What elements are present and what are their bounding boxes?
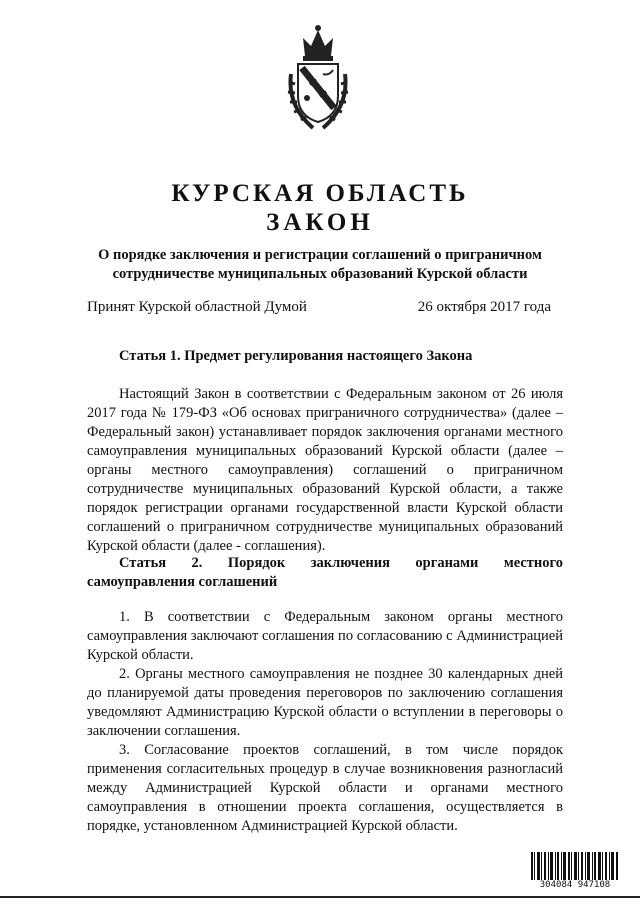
article-1-paragraph-1: Настоящий Закон в соответствии с Федеральным законом от 26 июля 2017 года № 179-ФЗ «Об основах приграничного сотрудничества» (далее – Федеральный закон) устанавливает порядок заключения органами местного самоуправления муниципальных образований Курской области (далее – органы местного самоуправления) соглашений о приграничном сотрудничестве муниципальных образований Курской области, а также порядок регистрации органами государственной власти Курской области соглашений о приграничном сотрудничестве муниципальных образований Курской области (далее - соглашения). (87, 386, 563, 554)
page-bottom-edge (0, 896, 640, 898)
article-2-paragraph-1: 1. В соответствии с Федеральным законом органы местного самоуправления заключают соглашения по согласованию с Администрацией Курской области. (87, 609, 563, 663)
document-type-title: ЗАКОН (266, 209, 374, 236)
article-2-paragraph-2: 2. Органы местного самоуправления не позднее 30 календарных дней до планируемой даты проведения переговоров по заключению соглашения уведомляют Администрацию Курской области о вступлении в переговоры о заключении соглашения. (87, 666, 563, 739)
region-title: КУРСКАЯ ОБЛАСТЬ (171, 180, 469, 207)
article-2-heading: Статья 2. Порядок заключения органами местного самоуправления соглашений (87, 555, 563, 590)
law-subtitle: О порядке заключения и регистрации соглашений о приграничном сотрудничестве муниципальных образований Курской области (98, 247, 542, 282)
article-2-paragraph-3: 3. Согласование проектов соглашений, в том числе порядок применения согласительных процедур в случае возникновения разногласий между Администрацией Курской области и органами местного самоуправления в отношении проекта соглашения, осуществляется в порядке, установленном Администрацией Курской области. (87, 742, 563, 834)
adopted-date: 26 октября 2017 года (417, 299, 551, 315)
adopted-by: Принят Курской областной Думой (87, 299, 307, 315)
kursk-coat-of-arms-icon (283, 16, 353, 136)
barcode-number: 304084 947108 (530, 880, 620, 890)
article-1-heading: Статья 1. Предмет регулирования настоящего Закона (119, 348, 473, 364)
